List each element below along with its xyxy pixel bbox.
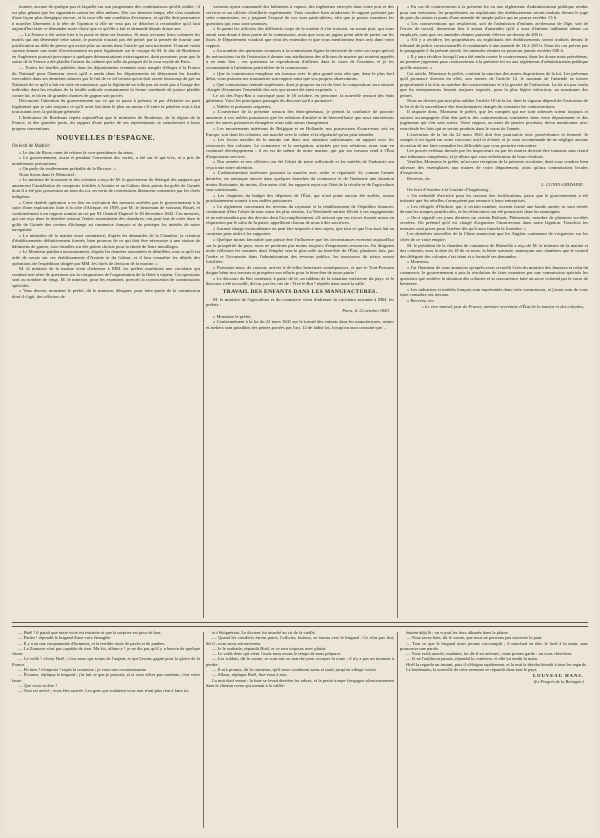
newspaper-page (6, 4, 594, 834)
article-paragraph: « Monsieur le préfet, (213, 313, 252, 319)
story-paragraph: Hoël la regarda un instant, puis il s'éloigna rapidement, et la nuit le déroba bientôt à tous les regards. (406, 661, 587, 667)
article-paragraph: « Les industries et intérêts français sont représentés dans cette commission, et j'aurai soin de vous faire connaître ses travaux. (400, 286, 588, 298)
feuilleton-source: (Le Progrès de la Bretagne.) (533, 679, 584, 685)
news-columns (12, 4, 588, 622)
story-paragraph: étaient déjà là ; on voyait les feux allumés dans la plaine. (406, 630, 509, 635)
closing: Recevez, etc. (407, 175, 432, 181)
story-paragraph: — Les soldats, dit le comte, se sont mis en marche pour occuper la route ; il n'y a pas un moment à perdre. (206, 656, 394, 667)
feuilleton-divider (12, 622, 588, 623)
article-paragraph: « Quelque moins favorable que puisse être l'influence que les circonstances exercent aujourd'hui sur la prospérité du pays, nous ne perdrons pas moins toujours d'importants ressources. En dirigeant notre réflexion les sommes dont l'emploi sera le plus utile au bien-être de l'État, plusieurs fois, par l'ordre et l'économie dans l'administration des revenus publics, les ressources du trésor seront fortifiées. (206, 236, 394, 265)
article-paragraph: « Aucune charge extraordinaire ne peut être imposée à mes sujets, que tout ce que l'on aura fait au contraire pour aider à les supporter. (206, 225, 394, 237)
feuilleton-divider (12, 626, 588, 627)
section-heading: NOUVELLES D'ESPAGNE. (56, 133, 156, 142)
story-paragraph: — Allons, répliqua Hoël, fiez-vous à moi. (212, 672, 288, 678)
story-paragraph: — Vous voilà sauvée, madame, lui dit-il en arrivant ; mais prenez garde : on vous cherchera. (406, 651, 573, 657)
story-paragraph: — Vous savez bien, dit le comte, que nous ne pouvons pas traverser le pont. (406, 635, 543, 641)
article-paragraph: L'Indicateur de Bordeaux répète aujourd'hui que le ministère de Bordeaux, de la région de la France, et des grandes ports, du rapport d'une partie de ses représentants se rattacheront à leurs propres conventions. (12, 114, 200, 132)
article-paragraph: On écrit d'Ancône à la Gazette d'Augsbourg : (407, 187, 491, 193)
article-paragraph: Cet article, Monsieur le préfet, contient la sanction des autres dispositions de la loi. Les prévenus qu'il prononce doivent en effet, aux termes de l'article 12, le montant de l'amende se trouve proportionné à la fois au nombre des contraventions et à la gravité de l'infraction. La loi n'a pas voulu que les entrepreneurs fussent toujours exposés, pour la plus légère infraction, au maximum des peines. (400, 70, 588, 98)
article-paragraph: M. le ministre de l'agriculture et du commerce vient d'adresser la circulaire suivante à MM. les préfets : (206, 296, 394, 308)
story-paragraph: et s'éloignèrent. Le docteur fut arraché au cri de la vieille. (212, 630, 316, 635)
article-paragraph: « S'il y a récidive, les propriétaires ou exploitants des établissements seront traduits devant le tribunal de police correctionnelle et condamnés à une amende de 16 à 100 fr. Dans les cas prévus par le paragraphe 2 du présent article, les amendes réunies ne pourront jamais excéder 500 fr. (400, 37, 588, 54)
article-paragraph: « On parle du soulèvement probable de la Biscaye. » (19, 166, 116, 172)
article-paragraph: Veuillez, Monsieur le préfet, m'accuser réception de la présente circulaire, dont vous voudrez bien adresser des exemplaires aux maires de votre département, ainsi qu'aux commissions locales d'inspection. (400, 159, 588, 176)
article-paragraph: « Monsieur, (407, 259, 430, 265)
article-paragraph: « On a signalé ces jours derniers un certain Boliaoti, Piémontais, membre de plusieurs sociétés secrètes. On prétend qu'il est chargé d'organiser l'insurrection dans notre légation. Toutefois les mesures sont prises pour l'arrêter dès qu'il aura franchi la frontière. » (400, 214, 588, 231)
signature: L. CUNIN-GRIDAINE. (541, 181, 584, 187)
article-paragraph: « Le ministre de la marine et des colonies a reçu de M. le gouverneur du Sénégal des rapports qui annoncent l'installation de comptoirs fortifiés à Assinie et au Gabon, deux points du golfe de Guinée dont il a été pris possession au nom du roi, en vertu de conventions librement consenties par les chefs indigènes. (12, 177, 200, 199)
article-paragraph: vaisseau ayant commandé des bâtiments à vapeur, des ingénieurs envoyés dans votre port et des services et un officier d'artillerie expérimenté. Vous voudrez bien m'adresser le rapport présenté par cette commission, en y joignant l'exposé de vos vues particulières, afin que je puisse examiner les questions qui vous sont soumises. (206, 4, 394, 26)
story-paragraph: Le lendemain, la nouvelle de cette aventure se répandit dans tout le pays. (406, 667, 538, 673)
article-paragraph: Il importe donc, Monsieur le préfet, que les comptes qui me sont adressés soient toujours et surtout accompagnés d'un état précis des contraventions constatées dans votre département et des jugements qui s'en sont suivis. Votre rapport, au mois de janvier prochain, devra mentionner avec exactitude les faits qui se seront produits dans le cours de l'année. (400, 109, 588, 132)
feuilleton-column-left (12, 630, 200, 830)
article-paragraph: « Il y aura récidive lorsqu'il aura été rendu contre le contrevenant, dans les douze mois précédents, un premier jugement pour contravention à la présente loi ou aux règlements d'administration publique qu'elle autorise. » (400, 53, 588, 71)
story-paragraph: — Il m'a promis, dit la comtesse, qu'il nous conduirait sains et saufs jusqu'au village voisin. (212, 667, 377, 673)
column-right (400, 4, 588, 622)
article-paragraph: « Le discours du Roi contenait, à partir de là, un tableau de la situation extérieure du pays, et le discours a été accueilli, dit-on, par les cris de : Vive le Roi ! répétés dans toute la salle. (206, 275, 394, 287)
article-paragraph: « Conformément à la loi du 22 mars 1841 sur le travail des enfants dans les manufactures, usines et ateliers sont passibles des peines portées par l'art. 12 de ladite loi, lorsqu'on aura constaté que… (206, 319, 394, 330)
article-paragraph: « Le Moniteur publiera incessamment, d'après les données raisonnées et détaillées, tout ce qu'il est utile de savoir sur ces établissements d'Assinie et du Gabon, et il fera connaître les détails des opérations de l'expédition dirigée par MM. les chefs de division de la marine. » (12, 249, 200, 266)
column-middle (206, 4, 394, 622)
story-paragraph: — Que veux-tu dire ? (18, 682, 58, 688)
article-paragraph: Le roi des Pays-Bas a convoqué pour le 16 octobre, en personne, la nouvelle session des états généraux. Voici les principaux passages du discours qu'il a prononcé : (206, 92, 394, 104)
feuilleton-section (12, 630, 588, 830)
article-paragraph: « L'ouverture de la présente session des états-généraux, je prends la confiance de pouvoir annoncer à vos nobles puissances que les relations d'amitié et de bienveillance que nous entretenons avec les autres puissances étrangères n'ont subi aucun changement. (206, 109, 394, 126)
story-paragraph: — Hoël ! il paraît que notre vicie est instruite et que la surprise est pour de bon. (18, 630, 162, 635)
article-paragraph: « Les contraventions qui résulteront, soit de l'admission d'enfants au-dessous de l'âge, soit de l'excès de travail, donneront lieu à autant d'amendes qu'il y aura d'enfants indûment admis ou employés, sans que ces amendes réunies puissent s'élever au-dessus de 200 fr. (400, 20, 588, 37)
article-paragraph: « Le gouvernement, avant et pendant l'ouverture des cortès, a été sur le qui-vive, et a pris de nombreuses précautions. (12, 155, 200, 166)
article-paragraph: Nous lisons dans le Mémorial : (19, 171, 77, 177)
story-paragraph: — Je ne l'oublierai jamais, répondit la comtesse, et elle lui tendit la main. (406, 656, 539, 662)
article-paragraph: M. le ministre de la marine vient d'adresser à MM. les préfets maritimes une circulaire qui contient une série de questions sur la composition de l'organisation de la flotte à vapeur. Ces questions sont au nombre de vingt. M. le ministre, pour les examiner, prescrit la convocation de commissions spéciales. (12, 266, 200, 288)
story-paragraph: — Écoutez, répliqua le brigand ; j'ai fait ce que je pouvais, et si vous n'êtes pas contente, c'est votre faute. (12, 672, 200, 683)
story-paragraph: — La Zamorie n'est pas capable de rien. Ma foi, allons-y ! je ne dis pas qu'il y a besoin de quelque chose. (12, 645, 200, 657)
feuilleton-column-right (400, 630, 588, 830)
article-paragraph: L'exécution de la loi du 22 mars 1841 doit être poursuivie avec persévérance et fermeté. Je compte à cet égard sur votre concours actif et éclairé, et je vous recommande de ne négliger aucune occasion de me faire connaître les difficultés que vous pourriez rencontrer. (400, 131, 588, 148)
article-paragraph: « Nos armées et nos officiers ont été l'objet de notre sollicitude et les intérêts de l'industrie ont reçu toute notre attention. (206, 159, 394, 170)
signature: « Le vice-amiral, pair de France, ministre secrétaire d'État de la marine et des colonies, (421, 303, 584, 309)
article-paragraph: — La France a été saisie hier à la poste et dans ses bureaux. Si nous avouons leurs colonnes les motifs qui ont déterminé cette saisie, le pouvoir n'aurait pas été peiné; par la pensée de fournir une justification au délit de presse qui existe plus ou moins dans l'article qui sera incriminé. Il aurait voulu surtout donner une suite d'avertissement en parti légitimiste sur le voyage de M. le duc de Bordeaux en Angleterre pouvait provoquer à quelques démonstrations extravagantes, dont personne, pour que la saisie de la France a été plaidée l'auteur du cabinet qui selle du parquet de la cour royale de Paris. (12, 31, 200, 65)
feuilleton-signature: LOUVEAU HANS. (532, 673, 584, 679)
dateline: Paris, le 12 octobre 1843. (342, 307, 390, 313)
story-paragraph: — Quand les cavaliers furent partis, l'officier, furieux, se tourna vers le brigand : Ce n'est pas fini, dit-il ; nous nous retrouverons. (206, 635, 394, 646)
column-left (12, 4, 200, 622)
article-paragraph: « Que la commission remplisse ses travaux avec le plus grand soin afin que, dans le plus bref délai, vous puissiez me transmettre son rapport ainsi que vos propres observations. (206, 70, 394, 82)
article-paragraph: « Le règlement concernant les revenus du royaume et la rétablissement de l'équilibre financier continuent d'être l'objet de mes soins les plus sérieux. La Néerlande entière fléchit à ses engagements et ne méconnaîtra pas des devoirs dont l'accomplissement, s'il arrivait que ses forces fussent mises en réquisition par le salut de la patrie, appellerait chacun de nous à des sacrifices. (206, 203, 394, 226)
article-paragraph: Décourons l'attention du gouvernement sur ce qui se passe à présent, et par d'éclairer au parti légitimiste que je sais toujours ce qu'il avait fait dans le plus ou moins s'il entre la pénétrer tout à fait tout autant avec la politique générale. (12, 98, 200, 115)
section-heading: TRAVAIL DES ENFANTS DANS LES MANUFACTURES. (222, 288, 378, 295)
article-paragraph: « Puissions-nous, de concert, arriver à de telles heureuses conséquences, et que le Tout-Puissant daigne bénir nos travaux et prospérer nos efforts pour le bien-être de notre patrie ! (206, 264, 394, 276)
article-paragraph: Nous ne devons pas non plus oublier l'article 10 de la loi, dont la vigueur dépend de l'exécution de la loi et de la surveillance des fonctionnaires chargés de constater les contraventions. (400, 98, 588, 109)
article-paragraph: « Que commission centrale supérieure, dont je propose au roi de fixer la composition, sera ensuite chargée d'examiner l'ensemble des avis qui auront été ainsi exprimés. » (206, 81, 394, 93)
article-paragraph: « Nobles et puissants seigneurs, (213, 103, 272, 109)
article-paragraph: « En cas de contravention à la présente loi ou aux règlements d'administration publique rendus pour son exécution, les propriétaires ou exploitants des établissements seront traduits devant le juge de paix du canton et punis d'une amende de simple police qui ne pourra excéder 15 fr. (400, 4, 588, 21)
story-paragraph: — Parlez ! répondit le brigand d'une voix étranglée. (18, 635, 112, 641)
article-paragraph: « Cette double opération a eu lieu en exécution des mesures arrêtées par le gouvernement à la suite d'une exploration faite à la côte d'Afrique, en 1839, par M. le lieutenant de vaisseau Bouët, et conformément à un rapport soumis au roi par M. l'amiral Duperré le 30 décembre 1842. Ces mesures, qui ont reçu dans la dernière session l'entier assentiment des chambres, ont pour but de créer dans le golfe de Guinée des centres d'échange au commerce français et de protéger les intérêts de notre navigation. (12, 199, 200, 233)
story-paragraph: — Tout est arrivé ; vous êtes sauvée. Les gens qui voulaient vous tuer n'ont plus rien à faire ici. (18, 688, 190, 694)
story-paragraph: — Le voilà donc qui vient ! mais nous avons le temps de nous préparer. (212, 651, 342, 657)
article-paragraph: « Les réfugiés d'Ombrie, qui, à certain nombre, avaient formé une bande armée, se sont retirés devant les troupes pontificales, et les réfractaires ont été poursuivis dans les montagnes. (400, 203, 588, 215)
article-paragraph: « Les mouvements intérieurs de Belgique et en Hollande, nos possessions d'outre-mer, soit en Europe, soit dans les colonies, ont marché avec le calme et la régularité qu'on peut attendre. (206, 126, 394, 137)
article-paragraph: « Un redoublé d'activité pour les travaux des fortifications, parce que le gouvernement a été informé que les rebelles s'avançaient pas renoncé à leurs entreprises. (400, 192, 588, 204)
story-paragraph: — Le voilà ! s'écria Hoël ; c'est nous qui avons de l'argent, et qui l'avons gagné pour la gloire de la France. (12, 656, 200, 667)
story-paragraph: — Je le souhaite, répondit Hoël, et ce sera toujours avec plaisir. (212, 645, 327, 651)
article-paragraph: « Le ministère de la marine avait commencé, d'après les demandes de la Chambre, la création d'établissements définitivement formés, bien pourvus de ce qui doit être nécessaire à une station de bâtiments de guerre, tous installés sur des points choisis pour la sûreté de leurs mouillages. (12, 232, 200, 249)
article-paragraph: Les dernières nouvelles de la Chine annoncent que les Anglais continuent de s'organiser sur les côtes de ce vaste empire. (400, 231, 588, 242)
article-paragraph: « Si parmi les officiers des différents corps de la marine il s'en trouvait, en aucun port, qui vous aurait sans doute à faire partie de la commission, mais que vous ne jugiez point utile de porter sur les listes, le Département voudrait que vous les entendiez et que vous mentionniez leurs avis dans votre rapport. (206, 26, 394, 48)
story-paragraph: — Tout ce que le brigand avait promis s'accomplit ; il marchait en tête, le fusil à la main, sans prononcer une parole. (400, 640, 588, 651)
article-paragraph: « Recevez, etc. (407, 297, 435, 303)
article-paragraph: « J'ai l'honneur de vous annoncer qu'après avoir recueilli l'avis du ministre des finances et celui du commerce, le gouvernement a pris la résolution de faire examiner par une commission spéciale les questions que soulève la situation des colonies et la concurrence faite au sucre colonial par le sucre de betterave. (400, 264, 588, 287)
article-paragraph: M. le président de la chambre de commerce de Marseille a reçu de M. le ministre de la marine et des colonies, sous la date du 18 de ce mois, la lettre suivante, annonçant aux chambres que le conseil des délégués des colonies s'est réuni et a formulé ses demandes : (400, 242, 588, 259)
article-paragraph: « L'administration intérieure poursuit sa marche avec ordre et régularité. Si, comme l'année dernière, on remarque encore dans quelques branches du commerce et de l'industrie une situation moins florissante, du moins, d'un autre côté, les rapports reçus sur l'état de la récolte et de l'agriculture sont satisfaisants. (206, 170, 394, 193)
article-paragraph: « Au nombre des questions soumises à la commission figure la nécessité de créer un corps spécial de mécaniciens ou de l'extension à donner aux attributions des officiers de marine qui seraient appelés à en tenir lieu ; ces questions se reproduiront d'ailleurs dans le cours de l'examen, et je les recommande à l'attention particulière de la commission. (206, 48, 394, 71)
article-paragraph: « Vous devrez, monsieur le préfet, dit le ministre, désigner, pour faire partie de la commission dont il s'agit, des officiers de (12, 288, 200, 299)
article-paragraph: Les procès-verbaux dressés par les inspecteurs ou par les maires doivent être transmis sans retard aux tribunaux compétents, et je désire que vous m'informiez de leurs résultats. (400, 148, 588, 159)
story-paragraph: La nuit était venue ; la lune se levait derrière les arbres, et la petite troupe s'engagea silencieusement dans le chemin creux qui menait à la vallée. (206, 677, 394, 688)
dateline: On écrit de Madrid : (12, 143, 52, 149)
story-paragraph: — Eh bien ! n'importe ! reprit la comtesse ; je vous suis reconnaissante. (18, 667, 148, 673)
feuilleton-column-middle (206, 630, 394, 830)
article-paragraph: « Les forces navales de la marine ont donc une situation satisfaisante, en rapport avec les ressources des colonies. Le commerce et la navigation, attachés par nos relations, nous sont en continuel développement ; il en est de même de notre marine, qui par ses travaux rend à l'État d'importants services. (206, 137, 394, 159)
article-paragraph: — Toutes les feuilles publiées dans les départements viennent nous remplir d'éloges à la France du National pour l'honneur servir qu'il a rendu dans les départements en détournant les fraudes exercables dans ses dernières séances par le fait de ce tel certain qu'on doit savoir beaucoup de gré au National de ce qu'il a fait en cette circonstance, que la légitimité ne tolle pas où avait pas à l'usage des individus dont les résultats de la feuille radicale constamment la forme combinée de justice plaidée contre lui, et où en de grandes chances de gagner son procès. (12, 65, 200, 98)
story-paragraph: — Il y a eu une cinquantaine d'hommes, et la terrible route de pavés et de jambes. (18, 640, 166, 646)
article-paragraph: « Les chapitres du budget des dépenses de l'État, qui n'ont point encore été arrêtés, seront prochainement soumis à vos nobles puissances. (206, 192, 394, 204)
article-paragraph: « Le duc de Rivas vient de refuser la vice-présidence du sénat. (19, 149, 134, 155)
article-paragraph: tionner, aucune de quelque pas et laquelle sur son programme des combinaisons qu'elle oublie ; il est plus gênant que les signataires soient les elles mêmes. Des ces derniers temps, elle s'est conduite d'une façon plus énergique encore, et la cour elle une condition d'existence, et qu'elle doit poursuivre à marcher librement à la tête de l'opinion si elle ne veut pas se détacher à reconnaître qu'il faut aujourd'hui faire ce demander notre chose que ce qu'elle a fait et demandé depuis douze ans. (12, 4, 200, 32)
